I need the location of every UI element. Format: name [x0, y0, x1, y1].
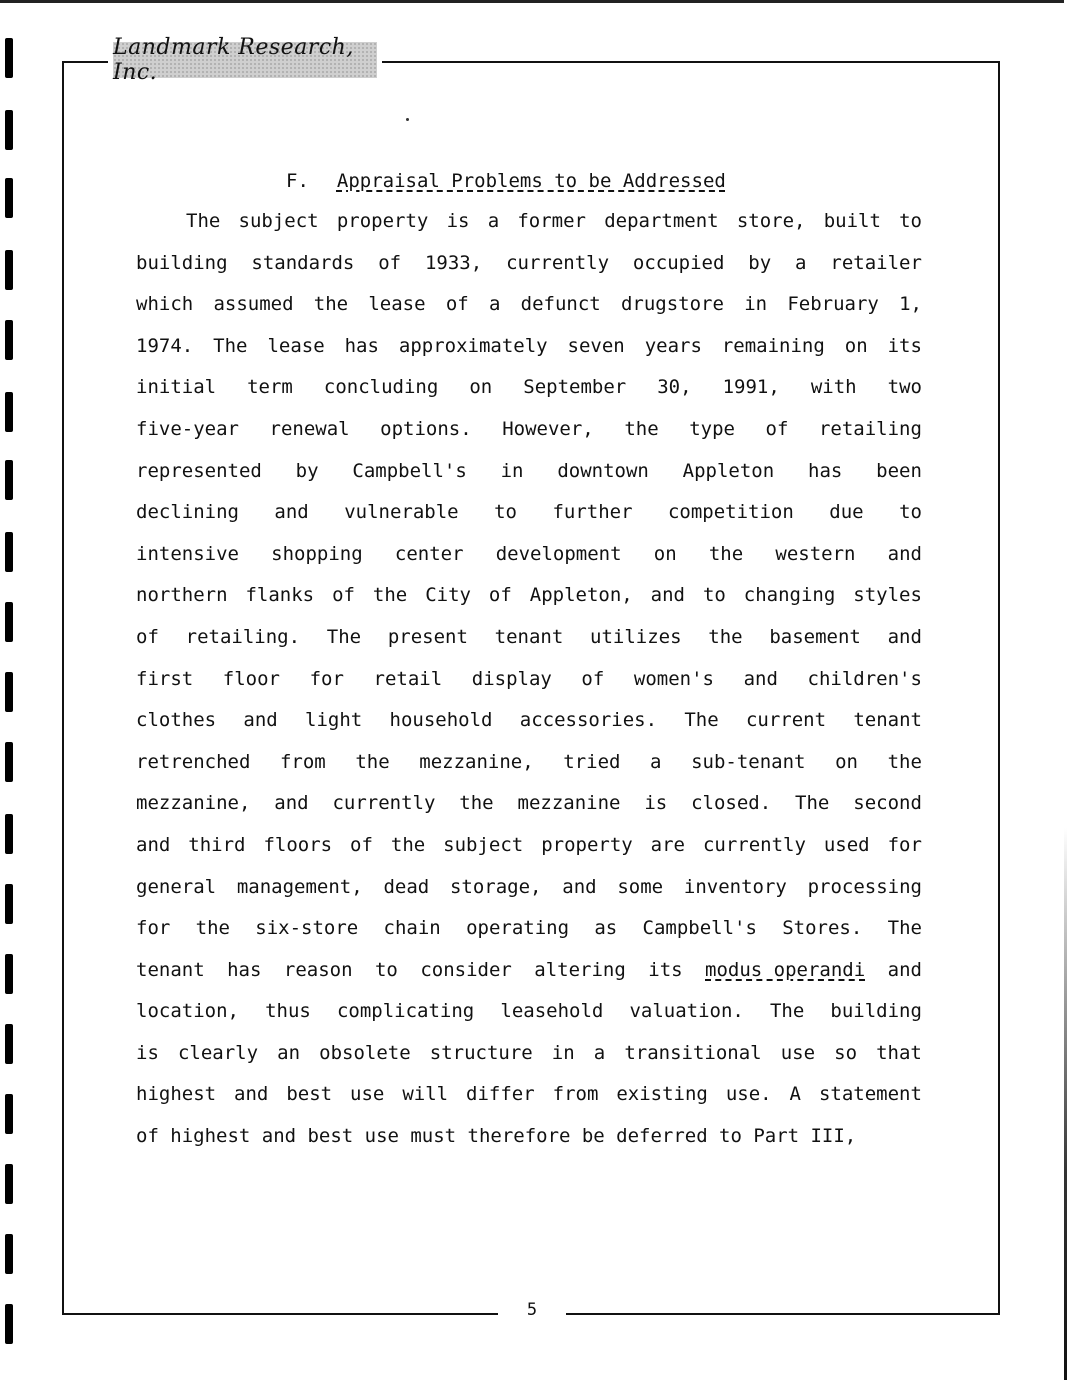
- word: for: [309, 667, 344, 690]
- word: has: [808, 459, 843, 482]
- word: The: [186, 210, 221, 232]
- word: its: [887, 334, 922, 357]
- word: the: [708, 625, 743, 648]
- word: is: [446, 210, 470, 232]
- word: building: [136, 251, 228, 274]
- word: However,: [502, 417, 594, 440]
- word: general: [136, 875, 217, 898]
- word: Campbell's: [642, 917, 757, 940]
- word: six-store: [255, 917, 359, 940]
- word: structure: [429, 1041, 533, 1064]
- frame-border-bottom-right: [566, 1313, 1000, 1315]
- binding-hole: [5, 814, 13, 854]
- word: A: [789, 1083, 801, 1106]
- word: to: [494, 501, 517, 524]
- word: some: [617, 875, 664, 898]
- body-paragraph: [136, 201, 922, 1158]
- word: the: [372, 584, 408, 607]
- text-line: [136, 367, 922, 409]
- word: The: [326, 625, 362, 648]
- word: and: [261, 1125, 297, 1148]
- word: of: [136, 625, 159, 648]
- word: Part: [753, 1125, 800, 1148]
- text-line: [136, 534, 922, 576]
- word: building: [830, 1000, 922, 1023]
- text-line: [136, 700, 922, 742]
- binding-hole: [5, 178, 13, 218]
- word: be: [581, 1125, 605, 1148]
- word: second: [853, 792, 922, 815]
- binding-hole: [5, 672, 13, 712]
- word: the: [313, 293, 349, 316]
- word: five-year: [136, 417, 239, 440]
- frame-border-left: [62, 61, 64, 1314]
- binding-hole: [5, 532, 13, 572]
- word: consider: [420, 958, 512, 981]
- frame-border-right: [998, 61, 1000, 1314]
- word: highest: [136, 1083, 217, 1106]
- word: the: [390, 833, 426, 856]
- word: modus operandi: [705, 958, 866, 981]
- word: the: [195, 917, 230, 940]
- word: first: [136, 667, 194, 690]
- word: tenant: [853, 709, 922, 732]
- binding-hole: [5, 250, 13, 290]
- word: has: [344, 334, 379, 357]
- word: of: [445, 293, 469, 316]
- word: closed.: [691, 792, 772, 815]
- stray-ink-dot: [406, 118, 409, 121]
- word: northern: [136, 584, 228, 607]
- word: mezzanine: [517, 792, 621, 815]
- word: the: [708, 542, 744, 565]
- binding-hole: [5, 38, 13, 78]
- word: on: [844, 334, 868, 357]
- frame-border-top-left: [62, 61, 108, 63]
- word: retailing: [818, 417, 922, 440]
- text-line: [136, 492, 922, 534]
- word: mezzanine,: [136, 792, 251, 815]
- word: for: [887, 833, 922, 856]
- word: obsolete: [319, 1041, 411, 1064]
- word: further: [552, 501, 633, 524]
- word: best: [286, 1083, 333, 1106]
- word: in: [500, 459, 524, 482]
- word: changing: [743, 584, 836, 607]
- binding-hole: [5, 460, 13, 500]
- word: and: [234, 1083, 269, 1106]
- word: in: [744, 293, 768, 316]
- word: the: [355, 750, 390, 773]
- word: the: [887, 750, 922, 773]
- word: light: [305, 709, 363, 732]
- binding-hole: [5, 1024, 13, 1064]
- word: seven: [567, 334, 625, 357]
- frame-border-top-right: [382, 61, 1000, 63]
- word: by: [748, 251, 772, 274]
- word: tenant: [136, 958, 205, 981]
- word: former: [517, 210, 586, 232]
- binding-hole: [5, 392, 13, 432]
- word: February: [787, 293, 879, 316]
- word: represented: [136, 459, 262, 482]
- word: in: [551, 1041, 575, 1064]
- binding-hole: [5, 1304, 13, 1344]
- word: currently: [702, 833, 806, 856]
- word: currently: [332, 792, 436, 815]
- word: statement: [818, 1083, 922, 1106]
- word: of: [350, 833, 373, 856]
- text-line: [136, 908, 922, 950]
- word: styles: [853, 584, 922, 607]
- word: accessories.: [519, 709, 658, 732]
- word: Appleton: [682, 459, 775, 482]
- word: display: [471, 667, 552, 690]
- text-line: [136, 451, 922, 493]
- word: of: [581, 667, 605, 690]
- word: an: [277, 1041, 301, 1064]
- word: The: [769, 1000, 805, 1023]
- text-line: [136, 867, 922, 909]
- section-heading: [286, 170, 726, 192]
- word: of: [136, 1125, 159, 1148]
- word: highest: [170, 1125, 251, 1148]
- word: inventory: [683, 875, 787, 898]
- word: is: [136, 1041, 159, 1064]
- word: use: [350, 1083, 385, 1106]
- word: third: [188, 833, 246, 856]
- word: subject: [238, 210, 319, 232]
- letterhead-logo: [113, 35, 377, 85]
- word: mezzanine,: [419, 750, 534, 773]
- word: September: [523, 376, 627, 399]
- binding-hole: [5, 1234, 13, 1274]
- word: reason: [283, 958, 353, 981]
- word: its: [648, 958, 683, 981]
- word: to: [702, 584, 726, 607]
- word: current: [745, 709, 827, 732]
- word: III,: [810, 1125, 857, 1148]
- word: assumed: [213, 293, 294, 316]
- word: two: [887, 376, 922, 399]
- word: a: [650, 750, 662, 773]
- word: 1,: [899, 293, 922, 316]
- text-line: [136, 783, 922, 825]
- word: chain: [383, 917, 441, 940]
- word: 1933,: [424, 251, 483, 274]
- word: of: [488, 584, 512, 607]
- word: floor: [222, 667, 280, 690]
- word: is: [644, 792, 668, 815]
- word: flanks: [245, 584, 315, 607]
- word: on: [469, 376, 493, 399]
- text-line: [136, 1074, 922, 1116]
- word: western: [775, 542, 856, 565]
- word: a: [487, 210, 500, 232]
- word: lease: [267, 334, 325, 357]
- word: intensive: [136, 542, 239, 565]
- word: initial: [136, 376, 217, 399]
- word: 1991,: [722, 376, 780, 399]
- word: leasehold: [500, 1000, 604, 1023]
- word: defunct: [520, 293, 601, 316]
- text-line: [136, 991, 922, 1033]
- word: term: [247, 376, 293, 399]
- word: and: [887, 625, 922, 648]
- text-line: [136, 575, 922, 617]
- text-line: [136, 1116, 922, 1158]
- word: renewal: [269, 417, 350, 440]
- word: altering: [534, 958, 626, 981]
- word: to: [899, 210, 922, 232]
- word: department: [604, 210, 719, 232]
- word: and: [562, 875, 597, 898]
- word: household: [389, 709, 493, 732]
- word: vulnerable: [344, 501, 459, 524]
- word: thus: [265, 1000, 311, 1023]
- word: sub-tenant: [691, 750, 806, 773]
- word: processing: [807, 875, 922, 898]
- word: women's: [633, 667, 714, 690]
- word: retail: [373, 667, 443, 690]
- word: transitional: [624, 1041, 762, 1064]
- word: valuation.: [629, 1000, 744, 1023]
- word: lease: [368, 293, 426, 316]
- word: and: [743, 667, 778, 690]
- text-line: [136, 950, 922, 992]
- text-line: [136, 326, 922, 368]
- word: remaining: [721, 334, 825, 357]
- word: and: [887, 542, 922, 565]
- word: drugstore: [620, 293, 724, 316]
- word: tenant: [494, 625, 564, 648]
- text-line: [136, 243, 922, 285]
- word: has: [227, 958, 262, 981]
- word: for: [136, 917, 171, 940]
- word: of: [765, 417, 789, 440]
- word: subject: [443, 833, 524, 856]
- word: with: [810, 376, 857, 399]
- word: and: [274, 501, 309, 524]
- word: property: [336, 210, 429, 232]
- word: due: [829, 501, 864, 524]
- word: of: [332, 584, 355, 607]
- word: location,: [136, 1000, 239, 1023]
- word: that: [876, 1041, 922, 1064]
- word: tried: [563, 750, 621, 773]
- word: use.: [725, 1083, 772, 1106]
- binding-hole: [5, 742, 13, 782]
- word: as: [594, 917, 618, 940]
- binding-hole: [5, 1094, 13, 1134]
- binding-holes: [0, 0, 20, 1380]
- word: The: [684, 709, 719, 732]
- word: so: [834, 1041, 858, 1064]
- word: by: [295, 459, 319, 482]
- word: used: [823, 833, 870, 856]
- word: Campbell's: [352, 459, 467, 482]
- word: management,: [236, 875, 363, 898]
- word: and: [274, 792, 309, 815]
- word: present: [387, 625, 468, 648]
- word: and: [650, 584, 685, 607]
- word: differ: [466, 1083, 535, 1106]
- binding-hole: [5, 954, 13, 994]
- binding-hole: [5, 110, 13, 150]
- word: City: [425, 584, 471, 607]
- word: from: [279, 750, 326, 773]
- word: 30,: [657, 376, 692, 399]
- word: the: [459, 792, 494, 815]
- word: existing: [616, 1083, 708, 1106]
- text-line: [136, 659, 922, 701]
- word: a: [593, 1041, 606, 1064]
- text-line: [136, 617, 922, 659]
- word: retailing.: [185, 625, 301, 648]
- word: on: [835, 750, 858, 773]
- word: property: [541, 833, 633, 856]
- word: will: [402, 1083, 449, 1106]
- text-line: [136, 284, 922, 326]
- word: use: [780, 1041, 816, 1064]
- word: which: [136, 293, 194, 316]
- word: and: [243, 709, 278, 732]
- word: operating: [466, 917, 570, 940]
- word: therefore: [467, 1125, 571, 1148]
- word: occupied: [632, 251, 725, 274]
- text-line: [136, 409, 922, 451]
- letterhead-text: Landmark Research, Inc.: [113, 35, 354, 85]
- word: standards: [251, 251, 355, 274]
- word: storage,: [449, 875, 542, 898]
- word: must: [410, 1125, 457, 1148]
- frame-border-bottom-left: [62, 1313, 498, 1315]
- section-letter: F.: [286, 170, 309, 192]
- text-line: [136, 201, 922, 243]
- text-line: [136, 742, 922, 784]
- word: of: [378, 251, 402, 274]
- word: type: [689, 417, 735, 440]
- word: The: [887, 917, 922, 940]
- word: to: [899, 501, 922, 524]
- text-line: [136, 1033, 922, 1075]
- word: dead: [383, 875, 430, 898]
- word: years: [644, 334, 702, 357]
- word: downtown: [557, 459, 649, 482]
- word: to: [719, 1125, 742, 1148]
- word: and: [136, 833, 171, 856]
- word: clothes: [136, 709, 217, 732]
- word: a: [488, 293, 501, 316]
- binding-hole: [5, 602, 13, 642]
- word: children's: [807, 667, 922, 690]
- word: use: [364, 1125, 399, 1148]
- word: options.: [380, 417, 472, 440]
- word: clearly: [177, 1041, 259, 1064]
- word: best: [307, 1125, 354, 1148]
- word: currently: [506, 251, 610, 274]
- word: Stores.: [782, 917, 863, 940]
- word: The: [795, 792, 830, 815]
- word: The: [213, 334, 248, 357]
- page-top-edge: [0, 0, 1067, 3]
- word: competition: [667, 501, 794, 524]
- word: utilizes: [590, 625, 682, 648]
- word: concluding: [323, 376, 439, 399]
- page-number: 5: [526, 1300, 538, 1320]
- word: the: [624, 417, 659, 440]
- word: development: [495, 542, 622, 565]
- word: on: [653, 542, 677, 565]
- word: store,: [736, 210, 806, 232]
- word: basement: [769, 625, 861, 648]
- word: 1974.: [136, 334, 194, 357]
- text-line: [136, 825, 922, 867]
- binding-hole: [5, 1164, 13, 1204]
- word: floors: [263, 833, 333, 856]
- word: from: [552, 1083, 599, 1106]
- word: declining: [136, 501, 239, 524]
- word: to: [374, 958, 398, 981]
- word: approximately: [398, 334, 548, 357]
- word: are: [650, 833, 685, 856]
- word: complicating: [336, 1000, 475, 1023]
- binding-hole: [5, 320, 13, 360]
- word: retrenched: [136, 750, 251, 773]
- word: and: [887, 958, 922, 981]
- word: shopping: [271, 542, 363, 565]
- word: Appleton,: [529, 584, 633, 607]
- word: deferred: [616, 1125, 708, 1148]
- word: center: [394, 542, 464, 565]
- binding-hole: [5, 884, 13, 924]
- section-title: Appraisal Problems to be Addressed: [336, 170, 726, 192]
- word: a: [795, 251, 807, 274]
- word: been: [876, 459, 922, 482]
- word: built: [823, 210, 881, 232]
- word: retailer: [830, 251, 922, 274]
